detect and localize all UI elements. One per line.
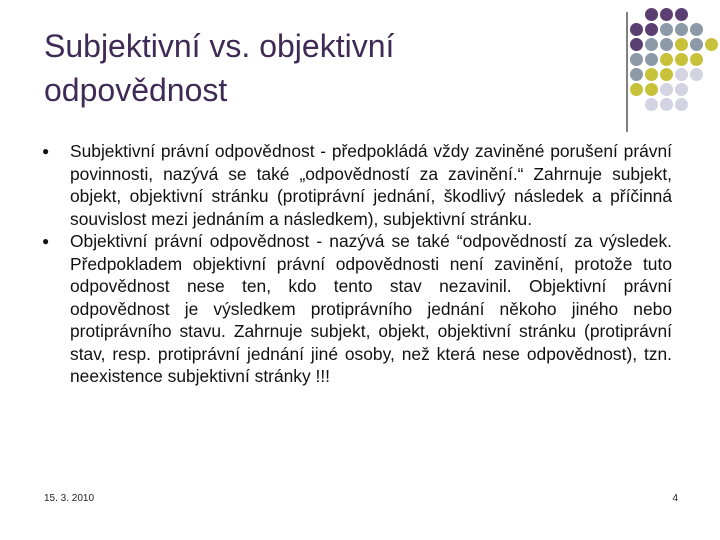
decorative-dot: [630, 83, 643, 96]
decorative-dot: [660, 23, 673, 36]
decorative-dot: [690, 68, 703, 81]
footer-date: 15. 3. 2010: [44, 493, 95, 504]
decorative-dot: [645, 68, 658, 81]
title-line-1: Subjektivní vs. objektivní: [44, 28, 395, 64]
decorative-dot: [645, 83, 658, 96]
decorative-dot: [630, 53, 643, 66]
decorative-dot: [645, 38, 658, 51]
bullet-text-subjective: Subjektivní právní odpovědnost - předpokládá vždy zaviněné porušení právní povinnosti, nazývá se také „odpovědností za zavinění.“ Zahrnuje subjekt, objekt, objektivní stránku (protiprávní jednání, škodlivý následek a příčinná souvislost mezi jednáním a následkem), subjektivní stránku.: [70, 141, 672, 229]
decorative-dot: [690, 38, 703, 51]
decorative-dot: [690, 53, 703, 66]
bullet-dot-icon: ●: [42, 144, 50, 158]
decorative-dot: [675, 8, 688, 21]
decorative-dot: [630, 23, 643, 36]
decorative-dot: [660, 53, 673, 66]
bullet-text-objective: Objektivní právní odpovědnost - nazývá se také “odpovědností za výsledek. Předpokladem objektivní právní odpovědnosti není zavinění, protože tuto odpovědnost nese ten, kdo tento stav nezavinil. Objektivní právní odpovědnost je výsledkem protiprávního jednání někoho jiného nebo protiprávního stavu. Zahrnuje subjekt, objekt, objektivní stránku (protiprávní stav, resp. protiprávní jednání jiné osoby, než která nese odpovědnost), tzn. neexistence subjektivní stránky !!!: [70, 231, 672, 386]
bullet-item-objective: [40, 230, 672, 388]
decorative-dot-grid: [630, 8, 714, 120]
decorative-dot: [630, 38, 643, 51]
decorative-dot: [660, 83, 673, 96]
decorative-dot: [675, 68, 688, 81]
bullet-list: [40, 140, 672, 388]
decorative-dot: [705, 38, 718, 51]
decorative-dot: [645, 98, 658, 111]
decorative-dot: [660, 38, 673, 51]
decorative-dot: [645, 23, 658, 36]
decorative-dot: [675, 98, 688, 111]
decorative-dot: [690, 23, 703, 36]
decorative-dot: [630, 68, 643, 81]
decorative-dot: [675, 38, 688, 51]
decorative-dot: [660, 68, 673, 81]
bullet-item-subjective: [40, 140, 672, 230]
decorative-dot: [660, 8, 673, 21]
decorative-dot: [675, 83, 688, 96]
decorative-dot: [675, 23, 688, 36]
decorative-dot: [675, 53, 688, 66]
decorative-divider: [626, 12, 628, 132]
title-line-2: odpovědnost: [44, 72, 228, 108]
decorative-dot: [645, 53, 658, 66]
page-number: 4: [672, 493, 678, 504]
decorative-dot: [660, 98, 673, 111]
slide-title: [44, 24, 604, 112]
bullet-dot-icon: ●: [42, 234, 50, 248]
decorative-dot: [645, 8, 658, 21]
